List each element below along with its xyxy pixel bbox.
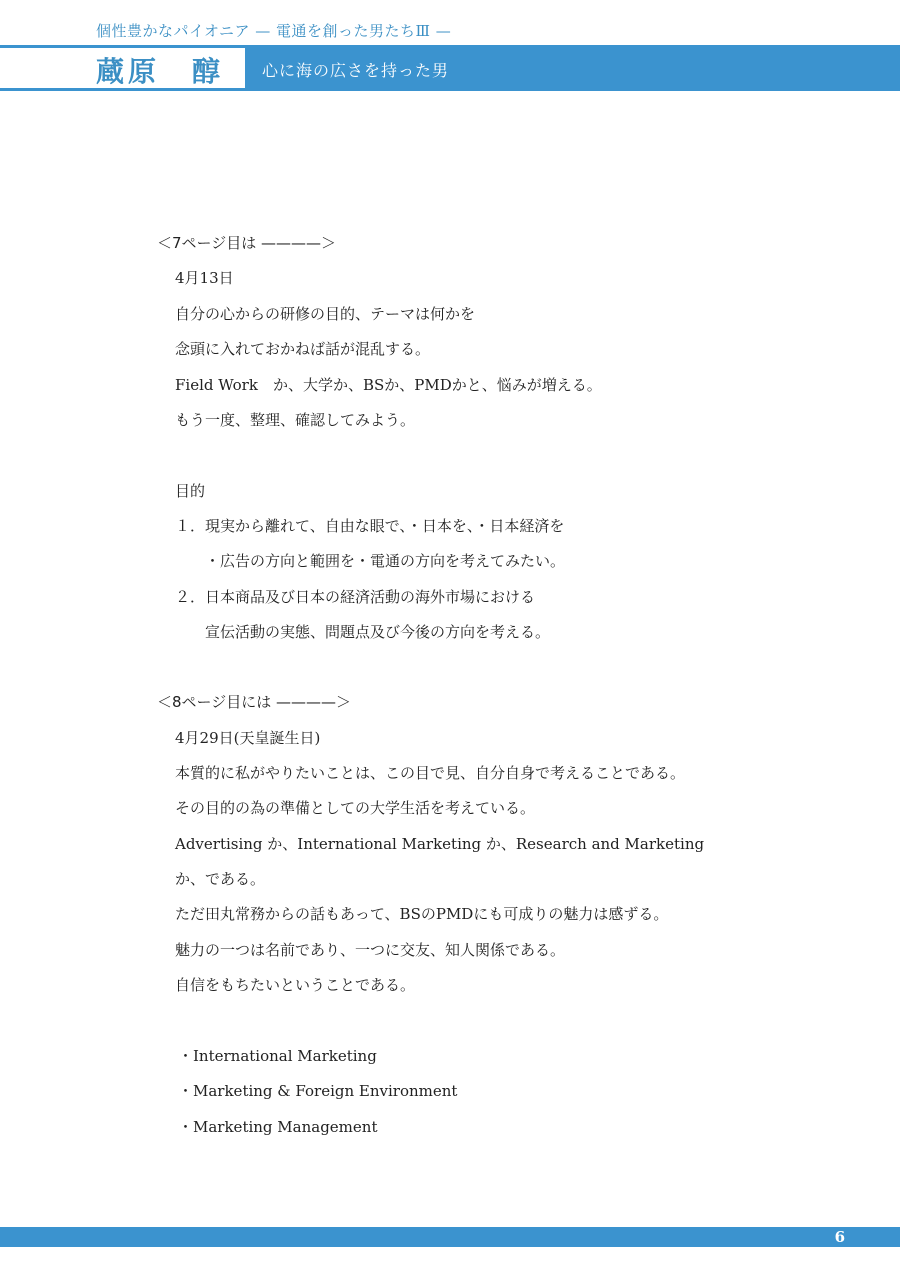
- series-title: 個性豊かなパイオニア — 電通を創った男たちⅢ —: [96, 22, 452, 40]
- footer-bar: [0, 1227, 900, 1247]
- body-line: か、である。: [175, 870, 266, 888]
- body-line: Field Work か、大学か、BSか、PMDかと、悩みが増える。: [175, 376, 602, 394]
- body-line: 念頭に入れておかねば話が混乱する。: [175, 340, 431, 358]
- section-heading: ＜8ページ目には ————＞: [157, 693, 352, 711]
- bullet-item: ・Marketing & Foreign Environment: [178, 1082, 458, 1100]
- bullet-item: ・International Marketing: [178, 1047, 377, 1065]
- section-heading: ＜7ページ目は ————＞: [157, 234, 337, 252]
- body-line: ２．日本商品及び日本の経済活動の海外市場における: [175, 588, 536, 606]
- body-line: 4月29日(天皇誕生日): [175, 729, 321, 747]
- body-line: 自信をもちたいということである。: [175, 976, 416, 994]
- header-bar: [0, 45, 900, 91]
- body-line: もう一度、整理、確認してみよう。: [175, 411, 416, 429]
- person-name: 蔵原 醇: [96, 55, 225, 88]
- body-line: ただ田丸常務からの話もあって、BSのPMDにも可成りの魅力は感ずる。: [175, 905, 669, 923]
- body-line: ・広告の方向と範囲を・電通の方向を考えてみたい。: [175, 552, 566, 570]
- name-box: [0, 48, 245, 88]
- chapter-subtitle: 心に海の広さを持った男: [262, 61, 450, 80]
- body-line: 宣伝活動の実態、問題点及び今後の方向を考える。: [175, 623, 551, 641]
- page-number: 6: [834, 1228, 845, 1246]
- body-line: 自分の心からの研修の目的、テーマは何かを: [175, 305, 476, 323]
- body-line: 魅力の一つは名前であり、一つに交友、知人関係である。: [175, 941, 566, 959]
- body-line: 目的: [175, 482, 206, 500]
- body-line: １．現実から離れて、自由な眼で、・日本を、・日本経済を: [175, 517, 565, 535]
- body-line: 4月13日: [175, 269, 234, 287]
- body-line: Advertising か、International Marketing か、Research and Marketing: [175, 835, 705, 853]
- bullet-item: ・Marketing Management: [178, 1118, 378, 1136]
- body-line: 本質的に私がやりたいことは、この目で見、自分自身で考えることである。: [175, 764, 686, 782]
- body-line: その目的の為の準備としての大学生活を考えている。: [175, 799, 536, 817]
